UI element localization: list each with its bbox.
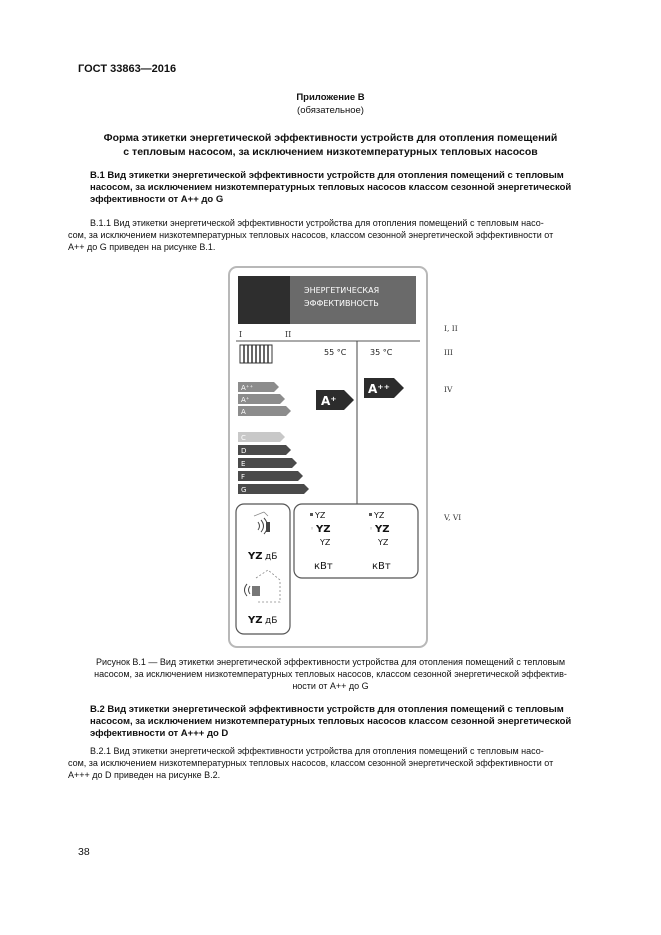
- scale-arrow-label-5: E: [241, 460, 246, 468]
- indoor-sound-value: YZ: [248, 551, 263, 562]
- section-b2-para-line2: сом, за исключением низкотемпературных тепловых насосов, классом сезонной энергетической эффективности от: [68, 758, 554, 768]
- side-label-iv: IV: [444, 385, 453, 394]
- section-b1-heading-line3: эффективности от А++ до G: [90, 194, 224, 205]
- output-55-average: YZ: [316, 524, 331, 535]
- scale-arrow-label-3: C: [241, 434, 246, 442]
- class-badge-55-text: A⁺: [321, 394, 337, 408]
- output-55-warm: YZ: [320, 538, 331, 547]
- section-b2-para-line1: В.2.1 Вид этикетки энергетической эффективности устройства для отопления помещений с тепловым насо-: [90, 746, 544, 756]
- scale-arrow-7: [238, 484, 309, 494]
- section-b1-para-line1: В.1.1 Вид этикетки энергетической эффективности устройства для отопления помещений с тепловым насо-: [90, 218, 544, 228]
- svg-text:◦: ◦: [369, 525, 374, 533]
- side-label-i-ii: I, II: [444, 324, 458, 333]
- section-b2-para-line3: А+++ до D приведен на рисунке В.2.: [68, 770, 221, 780]
- output-35-average: YZ: [375, 524, 390, 535]
- output-35-cold: YZ: [374, 511, 385, 520]
- output-55-cold: YZ: [315, 511, 326, 520]
- annex-subtitle: (обязательное): [297, 105, 364, 116]
- section-b1-para-line3: А++ до G приведен на рисунке В.1.: [68, 242, 216, 252]
- main-heading-line1: Форма этикетки энергетической эффективности устройств для отопления помещений: [103, 132, 558, 144]
- figure-caption-line3: ности от А++ до G: [292, 681, 369, 691]
- output-35-warm: YZ: [378, 538, 389, 547]
- indoor-sound-unit: дБ: [265, 552, 278, 562]
- figure-caption-line1: Рисунок В.1 — Вид этикетки энергетической эффективности устройства для отопления помещений с тепловым: [95, 657, 566, 667]
- label-title-line2: ЭФФЕКТИВНОСТЬ: [304, 299, 379, 308]
- label-logo-block: [238, 276, 290, 324]
- class-badge-35-text: A⁺⁺: [368, 382, 390, 396]
- section-b1-heading-line1: В.1 Вид этикетки энергетической эффективности устройств для отопления помещений с тепловым: [90, 170, 564, 181]
- energy-label-figure: [228, 266, 428, 648]
- scale-arrow-label-2: A: [241, 408, 246, 416]
- outdoor-sound-unit: дБ: [265, 616, 278, 626]
- section-b1-para-line2: сом, за исключением низкотемпературных тепловых насосов, классом сезонной энергетической эффективности от: [68, 230, 554, 240]
- annex-title: Приложение В: [296, 92, 365, 103]
- side-label-iii: III: [444, 348, 453, 357]
- output-35-unit: кВт: [372, 561, 391, 572]
- scale-arrow-2: [238, 406, 291, 416]
- figure-caption-line2: насосом, за исключением низкотемпературных тепловых насосов, классом сезонной энергетической эффектив-: [94, 669, 567, 679]
- page-number: 38: [78, 846, 90, 858]
- marker-ii: II: [285, 330, 292, 339]
- main-heading-line2: с тепловым насосом, за исключением низкотемпературных тепловых насосов: [123, 146, 538, 158]
- label-title-line1: ЭНЕРГЕТИЧЕСКАЯ: [304, 286, 380, 295]
- output-55-unit: кВт: [314, 561, 333, 572]
- section-b1-heading-line2: насосом, за исключением низкотемпературных тепловых насосов классом сезонной энергетической: [90, 182, 572, 193]
- scale-arrow-5: [238, 458, 297, 468]
- scale-arrow-label-1: A⁺: [241, 396, 250, 404]
- scale-arrow-label-7: G: [241, 486, 247, 494]
- section-b2-heading-line1: В.2 Вид этикетки энергетической эффективности устройств для отопления помещений с тепловым: [90, 704, 564, 715]
- scale-arrow-label-0: A⁺⁺: [241, 384, 254, 392]
- scale-arrow-label-6: F: [241, 473, 246, 481]
- scale-arrow-label-4: D: [241, 447, 247, 455]
- marker-i: I: [239, 330, 243, 339]
- scale-arrow-6: [238, 471, 303, 481]
- outdoor-sound-value: YZ: [248, 615, 263, 626]
- svg-text:◦: ◦: [310, 525, 315, 533]
- section-b2-heading-line3: эффективности от А+++ до D: [90, 728, 229, 739]
- section-b2-heading-line2: насосом, за исключением низкотемпературных тепловых насосов классом сезонной энергетической: [90, 716, 572, 727]
- temp-35-label: 35 °C: [370, 348, 393, 357]
- document-header: ГОСТ 33863—2016: [78, 63, 177, 75]
- temp-55-label: 55 °C: [324, 348, 347, 357]
- side-label-v-vi: V, VI: [444, 513, 462, 522]
